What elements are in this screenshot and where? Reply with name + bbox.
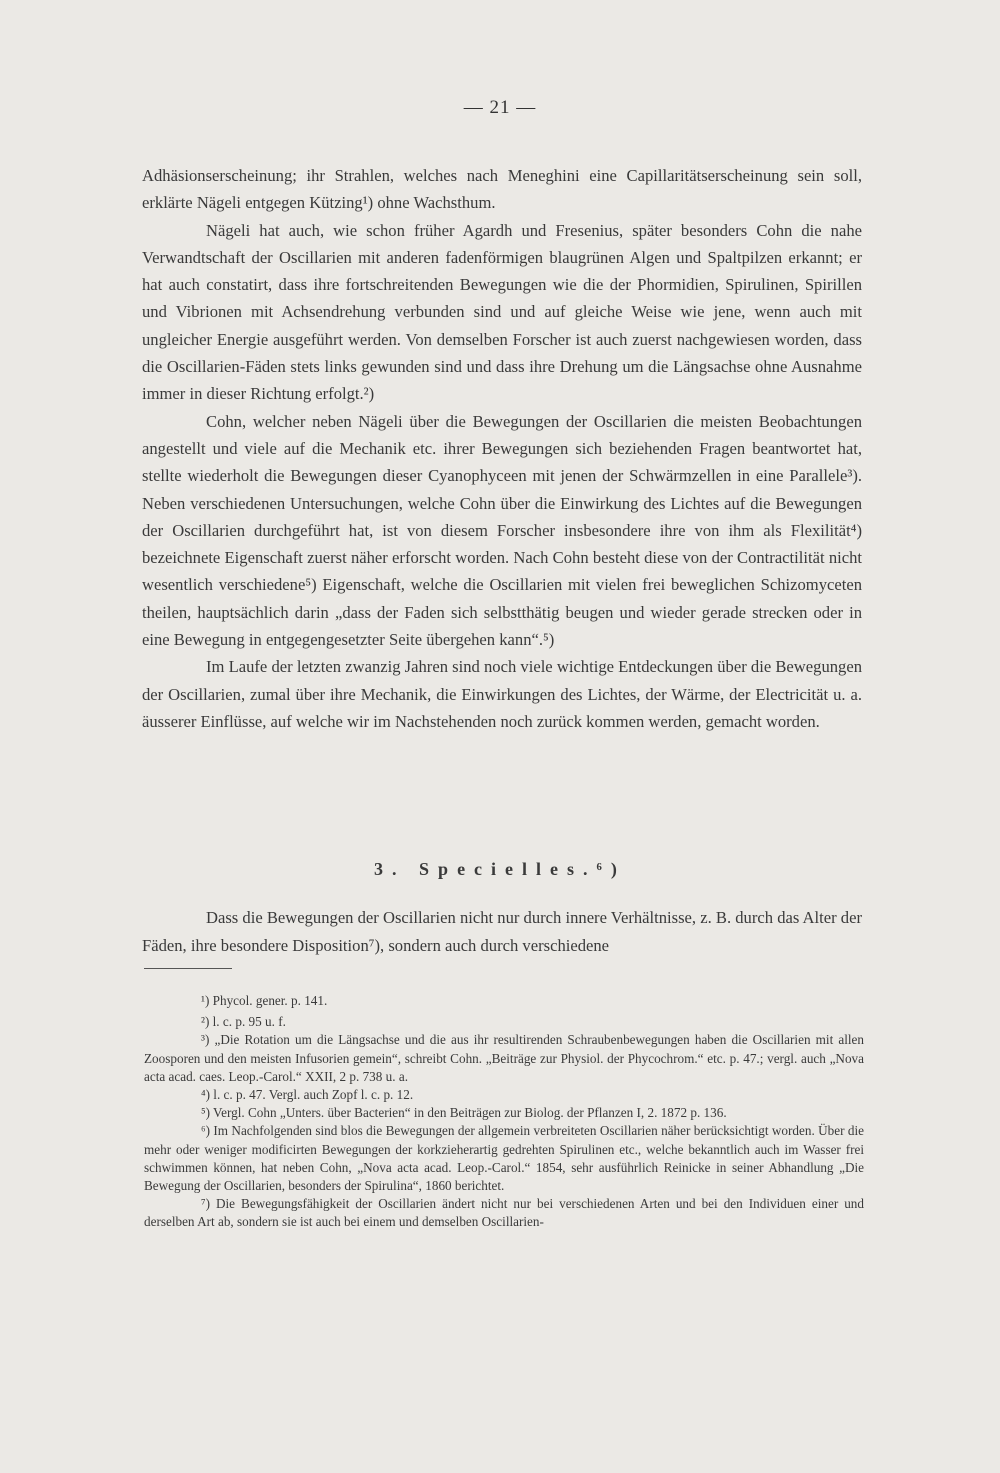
footnote-7: ⁷) Die Bewegungsfähigkeit der Oscillarien ändert nicht nur bei verschiedenen Arten und bei den Individuen einer und derselben Art ab, sondern sie ist auch bei einem und demselben Oscillarien- <box>144 1196 864 1230</box>
footnote-4: ⁴) l. c. p. 47. Vergl. auch Zopf l. c. p. 12. <box>201 1087 414 1103</box>
footnote-2: ²) l. c. p. 95 u. f. <box>201 1014 286 1030</box>
section-paragraph: Dass die Bewegungen der Oscillarien nicht nur durch innere Verhältnisse, z. B. durch das Alter der Fäden, ihre besondere Disposition⁷), sondern auch durch verschiedene <box>142 908 862 955</box>
footnote-6: ⁶) Im Nachfolgenden sind blos die Bewegungen der allgemein verbreiteten Oscillarien näher berücksichtigt worden. Über die mehr oder weniger modificirten Bewegungen der korkzieherartig gedrehten Spirulinen etc., welche bekanntlich auch im Wasser frei schwimmen können, hat neben Cohn, „Nova acta acad. Leop.-Carol.“ 1854, sehr ausführlich Reinicke in seiner Abhandlung „Die Bewegung der Oscillarien, besonders der Spirulina“, 1860 berichtet. <box>144 1123 864 1194</box>
paragraph-1: Adhäsionserscheinung; ihr Strahlen, welches nach Meneghini eine Capillaritätserscheinung sein soll, erklärte Nägeli entgegen Kützing¹) ohne Wachsthum. <box>142 166 862 213</box>
page-number: — 21 — <box>463 97 537 118</box>
footnote-5: ⁵) Vergl. Cohn „Unters. über Bacterien“ in den Beiträgen zur Biolog. der Pflanzen I, 2. 1872 p. 136. <box>201 1105 727 1121</box>
paragraph-2: Nägeli hat auch, wie schon früher Agardh und Fresenius, später besonders Cohn die nahe Verwandtschaft der Oscillarien mit anderen fadenförmigen blaugrünen Algen und Spaltpilzen erkannt; er hat auch constatirt, dass ihre fortschreitenden Bewegungen wie die der Phormidien, Spirulinen, Spirillen und Vibrionen mit Achsendrehung verbunden sind und auf gleiche Weise wie jene, wenn auch mit ungleicher Energie ausgeführt werden. Von demselben Forscher ist auch zuerst nachgewiesen worden, dass die Oscillarien-Fäden stets links gewunden sind und dass ihre Drehung um die Längsachse ohne Ausnahme immer in dieser Richtung erfolgt.²) <box>142 220 862 404</box>
footnotes <box>144 992 864 1232</box>
footnote-1: ¹) Phycol. gener. p. 141. <box>201 993 328 1008</box>
footnote-divider <box>144 968 232 969</box>
section-heading: 3. Specielles.⁶) <box>374 859 626 879</box>
section-text <box>142 904 862 960</box>
paragraph-4: Im Laufe der letzten zwanzig Jahren sind noch viele wichtige Entdeckungen über die Bewegungen der Oscillarien, zumal über ihre Mechanik, die Einwirkungen des Lichtes, der Wärme, der Electricität u. a. äusserer Einflüsse, auf welche wir im Nachstehenden noch zurück kommen werden, gemacht worden. <box>142 657 862 731</box>
footnote-3: ³) „Die Rotation um die Längsachse und die aus ihr resultirenden Schraubenbewegungen haben die Oscillarien mit allen Zoosporen und den meisten Infusorien gemein“, schreibt Cohn. „Beiträge zur Physiol. der Phycochrom.“ etc. p. 47.; vergl. auch „Nova acta acad. caes. Leop.-Carol.“ XXII, 2 p. 738 u. a. <box>144 1032 864 1084</box>
main-text <box>142 162 862 735</box>
paragraph-3: Cohn, welcher neben Nägeli über die Bewegungen der Oscillarien die meisten Beobachtungen angestellt und viele auf die Mechanik etc. ihrer Bewegungen sich beziehenden Fragen beantwortet hat, stellte wiederholt die Bewegungen dieser Cyanophyceen mit jenen der Schwärmzellen in eine Parallele³). Neben verschiedenen Untersuchungen, welche Cohn über die Einwirkung des Lichtes auf die Bewegungen der Oscillarien durchgeführt hat, ist von diesem Forscher insbesondere ihre von ihm als Flexilität⁴) bezeichnete Eigenschaft zuerst näher erforscht worden. Nach Cohn besteht diese von der Contractilität nicht wesentlich verschiedene⁵) Eigenschaft, welche die Oscillarien mit vielen frei beweglichen Schizomyceten theilen, hauptsächlich darin „dass der Faden sich selbstthätig beugen und wieder gerade strecken oder in eine Bewegung in entgegengesetzter Seite übergehen kann“.⁵) <box>142 411 862 650</box>
